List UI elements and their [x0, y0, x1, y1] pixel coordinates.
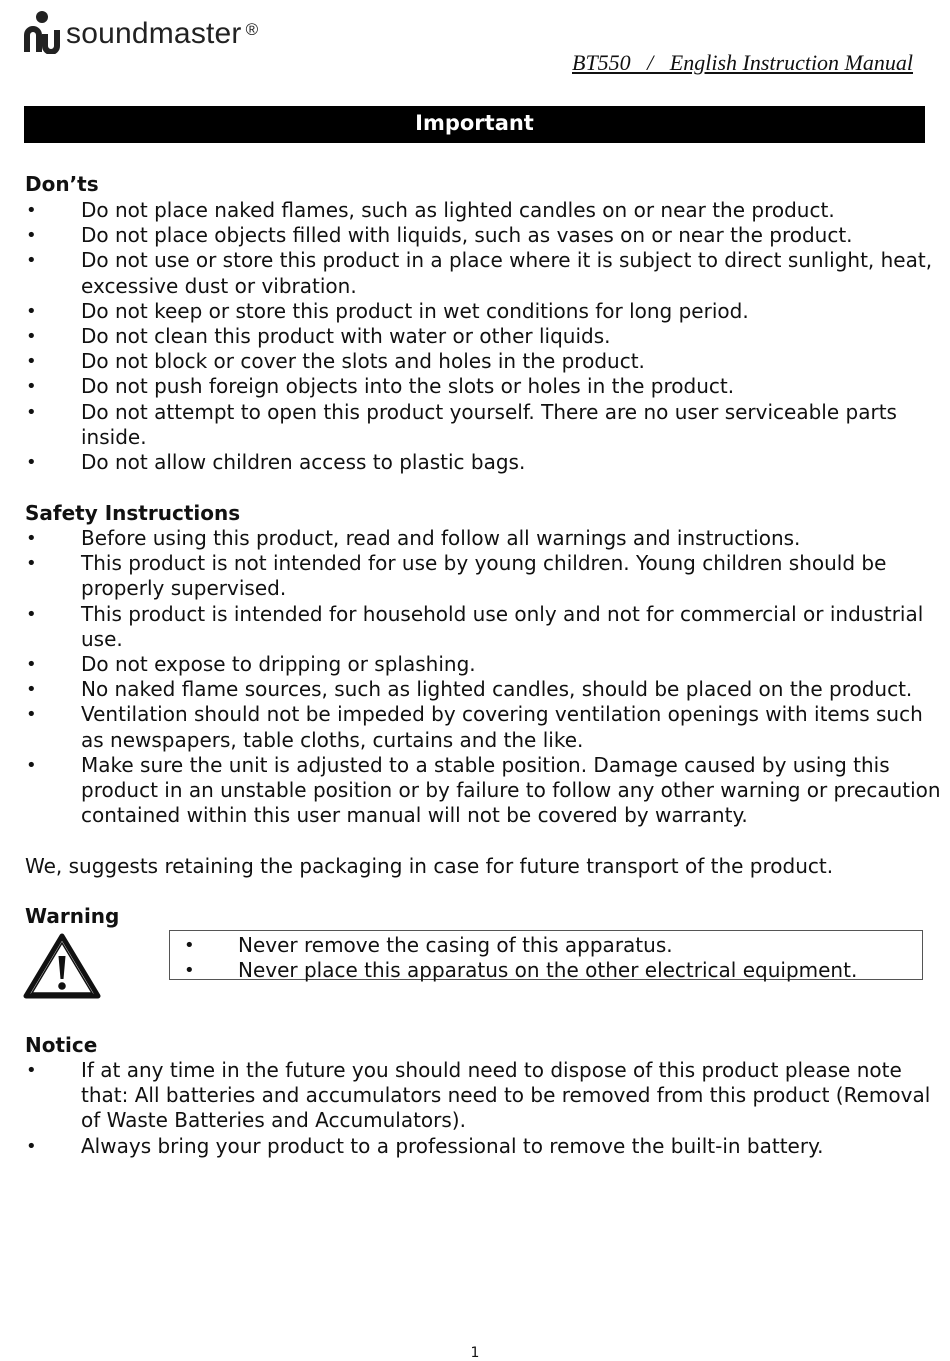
- list-item-text: Before using this product, read and follow all warnings and instructions.: [81, 526, 801, 550]
- bullet-icon: •: [26, 679, 37, 701]
- brand-logo: [24, 8, 258, 54]
- document-header: BT550 / English Instruction Manual: [572, 50, 913, 75]
- list-item: [0, 1134, 950, 1159]
- bullet-icon: •: [26, 1060, 37, 1081]
- list-item: [170, 933, 924, 958]
- list-item-text: This product is not intended for use by young children. Young children should be properly supervised.: [81, 551, 887, 601]
- list-item: [0, 450, 950, 475]
- list-item-text: No naked flame sources, such as lighted candles, should be placed on the product.: [81, 677, 913, 702]
- list-item-text: Do not keep or store this product in wet conditions for long period.: [81, 298, 749, 323]
- soundmaster-logo-icon: [24, 8, 64, 54]
- list-item: [0, 677, 950, 702]
- list-item-text: Do not place objects filled with liquids, such as vases on or near the product.: [81, 223, 853, 248]
- donts-list: [0, 198, 950, 475]
- safety-heading: Safety Instructions: [25, 501, 241, 525]
- list-item: [0, 248, 950, 298]
- list-item: [0, 198, 950, 223]
- list-item-text: Make sure the unit is adjusted to a stable position. Damage caused by using this product in an unstable position or by failure to follow any other warning or precaution contained within this user manual will not be covered by warranty.: [81, 752, 941, 828]
- bullet-icon: •: [26, 376, 37, 398]
- list-item: [0, 702, 950, 752]
- list-item-text: Never remove the casing of this apparatus.: [238, 933, 673, 957]
- safety-list: [0, 526, 950, 828]
- list-item-text: Do not push foreign objects into the slots or holes in the product.: [81, 374, 735, 399]
- bullet-icon: •: [26, 300, 37, 322]
- donts-heading: Don’ts: [25, 172, 99, 196]
- registered-mark: ®: [245, 20, 259, 39]
- bullet-icon: •: [26, 1135, 37, 1157]
- bullet-icon: •: [26, 225, 37, 247]
- list-item-text: If at any time in the future you should need to dispose of this product please note that: All batteries and accumulators need to be removed from this product (Removal of Waste Batteries and Accumulators).: [81, 1058, 931, 1133]
- list-item-text: Do not place naked flames, such as lighted candles on or near the product.: [81, 198, 835, 222]
- list-item: [0, 299, 950, 324]
- list-item-text: Always bring your product to a professional to remove the built-in battery.: [81, 1133, 824, 1158]
- list-item: [0, 602, 950, 652]
- bullet-icon: •: [26, 452, 37, 474]
- packaging-note: We, suggests retaining the packaging in case for future transport of the product.: [25, 854, 834, 878]
- bullet-icon: •: [184, 935, 195, 956]
- list-item: [0, 753, 950, 829]
- list-item: [0, 526, 950, 551]
- list-item: [0, 551, 950, 601]
- bullet-icon: •: [26, 603, 37, 625]
- list-item-text: Do not use or store this product in a place where it is subject to direct sunlight, heat, excessive dust or vibration.: [81, 248, 933, 298]
- important-banner: Important: [24, 106, 925, 143]
- list-item: [0, 374, 950, 399]
- list-item-text: Do not expose to dripping or splashing.: [81, 652, 476, 677]
- bullet-icon: •: [26, 250, 37, 272]
- list-item: [0, 1058, 950, 1134]
- bullet-icon: •: [26, 704, 37, 726]
- bullet-icon: •: [26, 654, 37, 676]
- bullet-icon: •: [26, 351, 37, 373]
- list-item-text: Do not attempt to open this product yourself. There are no user serviceable parts inside.: [81, 399, 897, 449]
- bullet-icon: •: [26, 754, 37, 776]
- notice-list: [0, 1058, 950, 1159]
- list-item: [0, 400, 950, 450]
- list-item: [0, 652, 950, 677]
- page-number: 1: [470, 1345, 480, 1361]
- warning-heading: Warning: [25, 904, 120, 928]
- warning-box: [169, 930, 923, 983]
- bullet-icon: •: [26, 200, 37, 221]
- warning-triangle-icon: [23, 932, 101, 1000]
- list-item-text: Never place this apparatus on the other electrical equipment.: [238, 958, 858, 983]
- list-item: [0, 324, 950, 349]
- list-item-text: This product is intended for household use only and not for commercial or industrial use.: [81, 601, 924, 651]
- list-item: [0, 349, 950, 374]
- bullet-icon: •: [26, 553, 37, 575]
- logo-wordmark: soundmaster: [66, 17, 242, 50]
- list-item-text: Do not clean this product with water or other liquids.: [81, 324, 611, 349]
- bullet-icon: •: [26, 401, 37, 423]
- list-item-text: Do not allow children access to plastic bags.: [81, 450, 526, 475]
- notice-heading: Notice: [25, 1033, 98, 1057]
- bullet-icon: •: [26, 326, 37, 348]
- warning-list: [170, 933, 924, 983]
- list-item-text: Do not block or cover the slots and holes in the product.: [81, 349, 645, 374]
- list-item: [170, 958, 924, 983]
- bullet-icon: •: [184, 960, 195, 982]
- list-item-text: Ventilation should not be impeded by covering ventilation openings with items such as newspapers, table cloths, curtains and the like.: [81, 702, 923, 752]
- bullet-icon: •: [26, 528, 37, 549]
- list-item: [0, 223, 950, 248]
